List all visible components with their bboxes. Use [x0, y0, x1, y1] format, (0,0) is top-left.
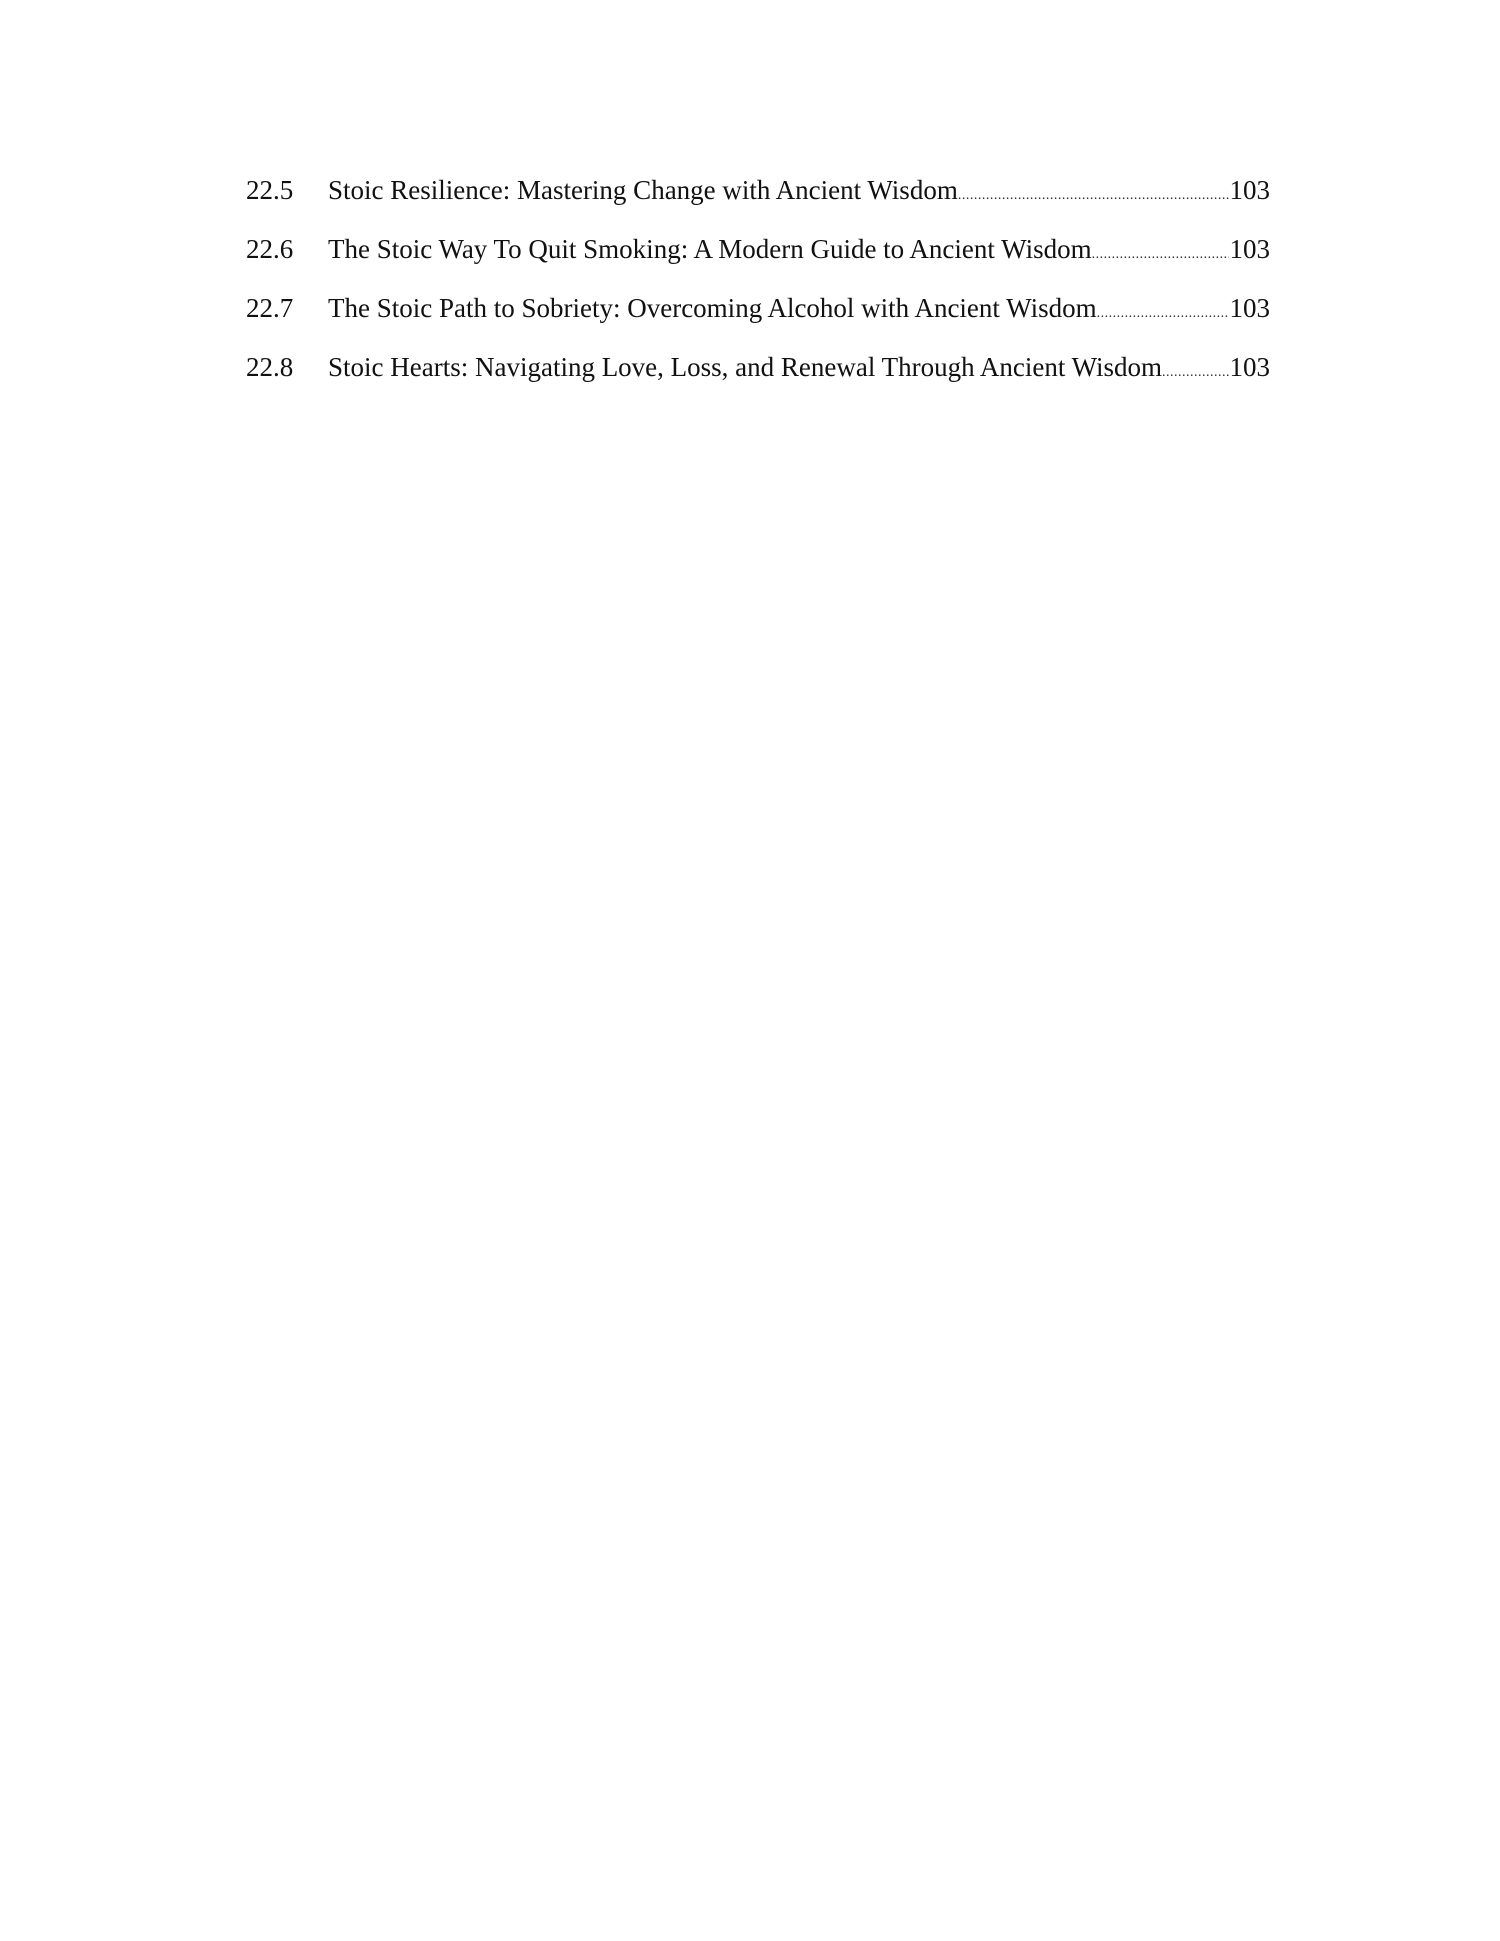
toc-section-title: Stoic Hearts: Navigating Love, Loss, and Renewal Through Ancient Wisdom: [328, 352, 1163, 382]
toc-page-number: 103: [1229, 352, 1270, 382]
toc-page-number: 103: [1229, 293, 1270, 323]
toc-section-number: 22.7: [246, 293, 294, 323]
toc-section-number: 22.6: [246, 234, 294, 264]
toc-dot-leader: [958, 176, 1229, 216]
toc-section-title: The Stoic Path to Sobriety: Overcoming Alcohol with Ancient Wisdom: [328, 293, 1097, 323]
toc-page-number: 103: [1229, 175, 1270, 205]
toc-section-title: Stoic Resilience: Mastering Change with Ancient Wisdom: [328, 175, 958, 205]
toc-dot-leader: [1162, 353, 1228, 393]
toc-entry[interactable]: [246, 288, 1270, 347]
table-of-contents: [246, 170, 1270, 406]
toc-page-number: 103: [1229, 234, 1270, 264]
toc-entry[interactable]: [246, 347, 1270, 406]
toc-dot-leader: [1097, 294, 1229, 334]
toc-entry[interactable]: [246, 170, 1270, 229]
toc-entry[interactable]: [246, 229, 1270, 288]
toc-dot-leader: [1092, 235, 1229, 275]
toc-section-title: The Stoic Way To Quit Smoking: A Modern Guide to Ancient Wisdom: [328, 234, 1092, 264]
toc-section-number: 22.5: [246, 175, 294, 205]
toc-section-number: 22.8: [246, 352, 294, 382]
